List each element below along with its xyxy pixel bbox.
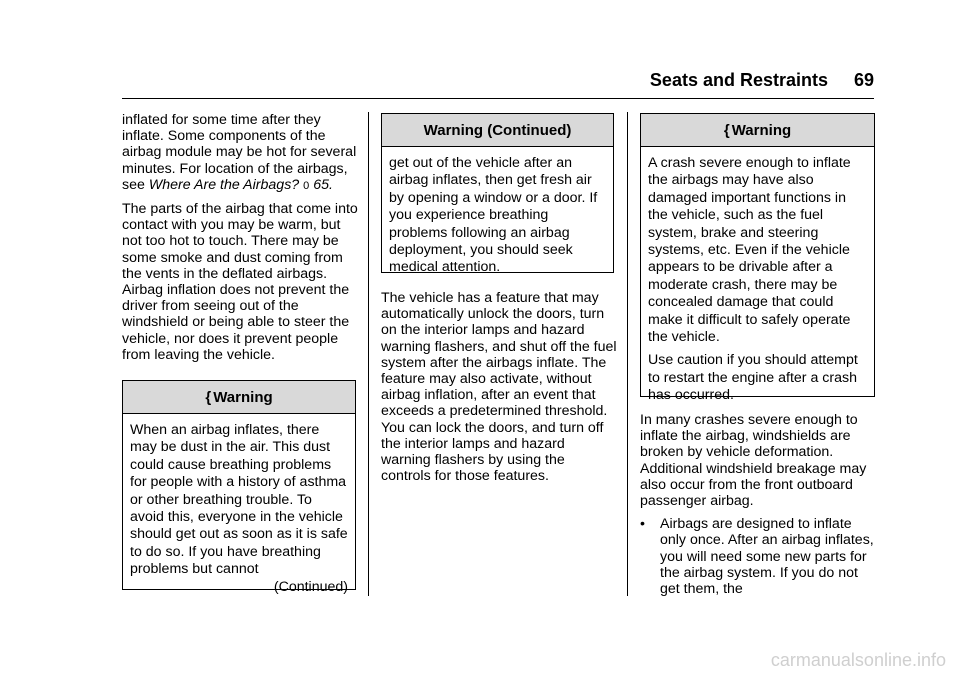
- warning-title: Warning: [213, 388, 273, 406]
- warning-header: [641, 114, 874, 147]
- column-3: [640, 412, 876, 597]
- warning-box-2: [381, 113, 614, 276]
- warning-body: [641, 147, 874, 417]
- column-divider-1: [368, 112, 369, 596]
- list-item: [640, 516, 876, 597]
- warning-title: Warning: [731, 121, 792, 139]
- column-divider-2: [627, 112, 628, 596]
- col1-paragraph-1: inflated for some time after they inflate. Some components of the airbag module may be hot for several minutes. For location of the airbags, see Where Are the Airbags? 0 65.: [122, 112, 357, 193]
- warning-box-3: [640, 113, 875, 404]
- page-ref-arrow-icon: 0: [303, 179, 310, 192]
- warning-icon: {: [723, 121, 730, 139]
- col2-paragraph-1: The vehicle has a feature that may automatically unlock the doors, turn on the interior lamps and hazard warning flashers, and shut off the fuel system after the airbags inflate. The feature may also activate, without airbag inflation, after an event that exceeds a predetermined threshold. You can lock the doors, and turn off the interior lamps and hazard warning flashers by using the controls for those features.: [381, 290, 617, 485]
- warning-header: [123, 381, 355, 414]
- cross-reference[interactable]: Where Are the Airbags?: [148, 176, 300, 193]
- cross-reference-page[interactable]: 65.: [313, 176, 333, 193]
- warning-icon: {: [205, 388, 212, 406]
- continued-label: (Continued): [273, 578, 348, 595]
- warning-title: Warning (Continued): [423, 121, 572, 139]
- col3-paragraph-1: In many crashes severe enough to inflate the airbag, windshields are broken by vehicle deformation. Additional windshield breakage may also occur from the front outboard passenger airbag.: [640, 412, 867, 510]
- warning-text-1: A crash severe enough to inflate the airbags may have also damaged important functions in the vehicle, such as the fuel system, brake and steering systems, etc. Even if the vehicle appears to be drivable after a moderate crash, there may be concealed damage that could make it difficult to safely operate the vehicle.: [648, 155, 851, 346]
- bullet-text: Airbags are designed to inflate only once. After an airbag inflates, you will need some new parts for the airbag system. If you do not get them, the: [660, 516, 874, 598]
- warning-text-2: Use caution if you should attempt to restart the engine after a crash has occurred.: [648, 352, 858, 404]
- warning-header: [382, 114, 613, 147]
- watermark: carmanualsonline.info: [770, 650, 946, 670]
- warning-body: [382, 147, 613, 283]
- col1-paragraph-2: The parts of the airbag that come into contact with you may be warm, but not too hot to touch. There may be some smoke and dust coming from the vents in the deflated airbags. Airbag inflation does not prevent the driver from seeing out of the windshield or being able to steer the vehicle, nor does it prevent people from leaving the vehicle.: [122, 201, 358, 363]
- warning-text: When an airbag inflates, there may be dust in the air. This dust could cause breathing problems for people with a history of asthma or other breathing trouble. To avoid this, everyone in the vehicle should get out as soon as it is safe to do so. If you have breathing problems but cannot: [130, 422, 348, 578]
- page-header: [0, 70, 960, 98]
- bullet-mark: •: [640, 516, 645, 533]
- warning-text: get out of the vehicle after an airbag inflates, then get fresh air by opening a window or a door. If you experience breathing problems following an airbag deployment, you should seek medical attention.: [389, 155, 598, 276]
- column-1: [122, 112, 358, 370]
- warning-box-1: [122, 380, 356, 595]
- column-2: [381, 290, 617, 491]
- header-rule: [122, 98, 874, 99]
- page-number: 69: [853, 70, 874, 90]
- section-title: Seats and Restraints: [649, 70, 828, 90]
- warning-body: [123, 414, 355, 602]
